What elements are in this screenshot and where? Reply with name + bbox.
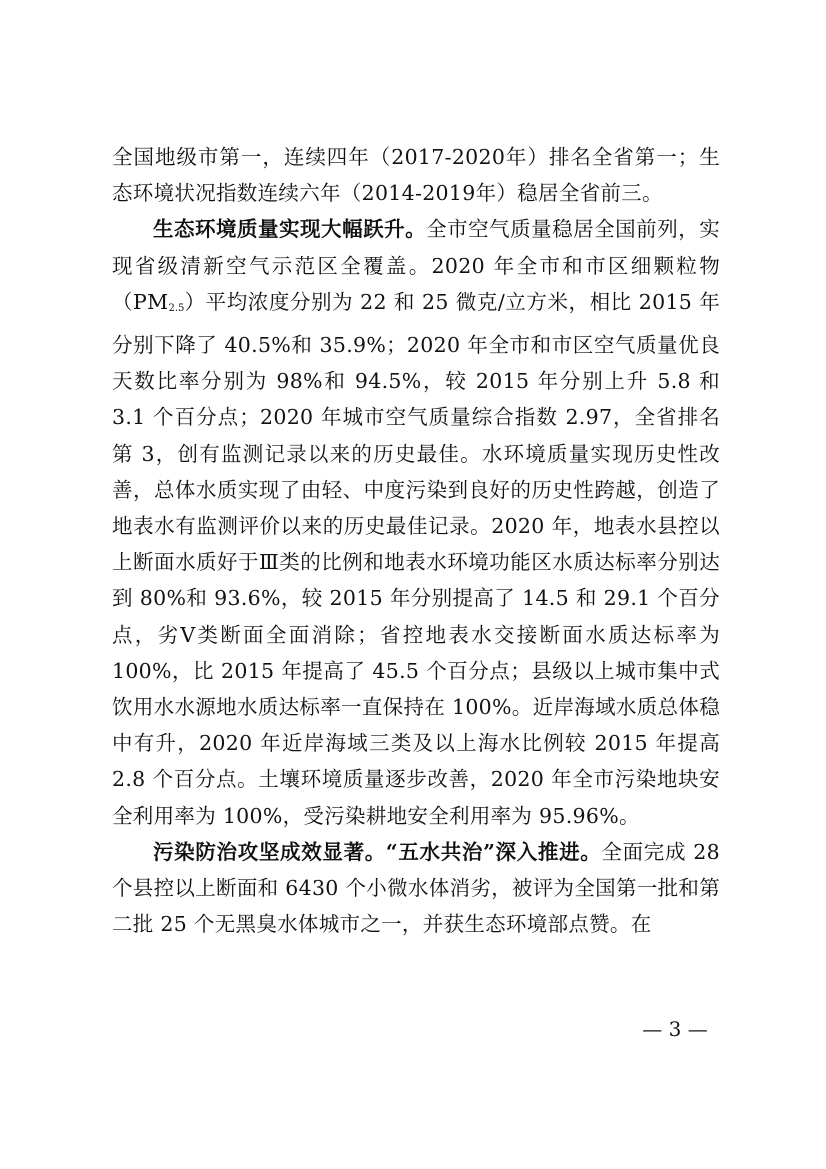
section-heading-pollution: 污染防治攻坚成效显著。“五水共治”深入推进。 (153, 839, 602, 864)
page-number: — 3 — (642, 1017, 708, 1041)
paragraph-environment-quality (112, 211, 720, 833)
paragraph-quality-text-a: 全市空气质量稳居全国前列，实现省级清新空气示范区全覆盖。2020 年全市和市区细颗粒物（PM (112, 217, 721, 314)
paragraph-pollution-control (112, 834, 720, 943)
pm-subscript: 2.5 (168, 302, 185, 314)
paragraph-quality-text-b: ）平均浓度分别为 22 和 25 微克/立方米，相比 2015 年分别下降了 40.5%和 35.9%；2020 年全市和市区空气质量优良天数比率分别为 98%和 94.5%，较 2015 年分别上升 5.8 和 3.1 个百分点；2020 年城市空气质量综合指数 2.97，全省排名第 3，创有监测记录以来的历史最佳。水环境质量实现历史性改善，总体水质实现了由轻、中度污染到良好的历史性跨越，创造了地表水有监测评价以来的历史最佳记录。2020 年，地表水县控以上断面水质好于Ⅲ类的比例和地表水环境功能区水质达标率分别达到 80%和 93.6%，较 2015 年分别提高了 14.5 和 29.1 个百分点，劣Ⅴ类断面全面消除；省控地表水交接断面水质达标率为 100%，比 2015 年提高了 45.5 个百分点；县级以上城市集中式饮用水水源地水质达标率一直保持在 100%。近岸海域水质总体稳中有升，2020 年近岸海域三类及以上海水比例较 2015 年提高 2.8 个百分点。土壤环境质量逐步改善，2020 年全市污染地块安全利用率为 100%，受污染耕地安全利用率为 95.96%。 (112, 289, 721, 828)
paragraph-pollution-text: 全面完成 28 个县控以上断面和 6430 个小微水体消劣，被评为全国第一批和第二批 25 个无黑臭水体城市之一，并获生态环境部点赞。在 (112, 839, 720, 937)
paragraph-intro: 全国地级市第一，连续四年（2017-2020年）排名全省第一；生态环境状况指数连续六年（2014-2019年）稳居全省前三。 (112, 145, 720, 206)
document-body (112, 139, 720, 942)
section-heading-quality: 生态环境质量实现大幅跃升。 (153, 217, 427, 242)
